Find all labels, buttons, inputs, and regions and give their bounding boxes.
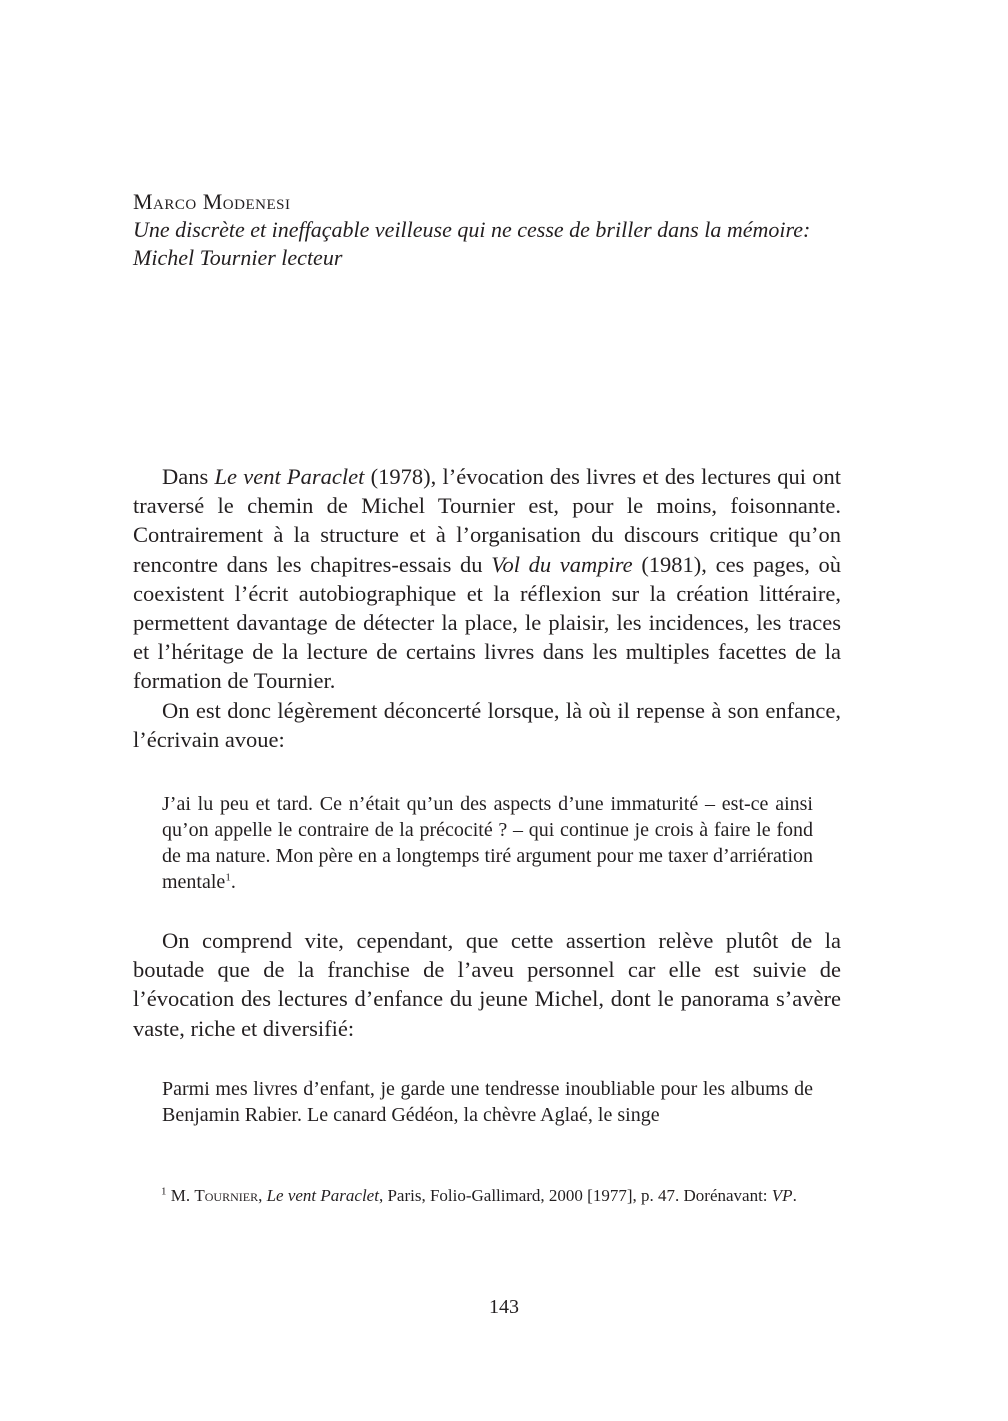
chapter-title-line-2: Michel Tournier lecteur [133, 245, 343, 270]
footnote-author: Tournier [194, 1186, 259, 1205]
block-quote-2: Parmi mes livres d’enfant, je garde une tendresse inoubliable pour les albums de Benjamin Rabier. Le canard Gédéon, la chèvre Aglaé, le singe [162, 1077, 813, 1126]
paragraph-2: On est donc légèrement déconcerté lorsque, là où il repense à son enfance, l’écrivain avoue: [133, 697, 841, 752]
body-text [133, 462, 841, 1128]
footnote-separator: , [258, 1186, 267, 1205]
footnote-abbreviation: VP [771, 1186, 793, 1205]
paragraph-3: On comprend vite, cependant, que cette assertion relève plutôt de la boutade que de la franchise de l’aveu personnel car elle est suivie de l’évocation des lectures d’enfance du jeune Michel, dont le panorama s’avère vaste, riche et diversifié: [133, 928, 841, 1041]
footnote-details: , Paris, Folio-Gallimard, 2000 [1977], p. 47. Dorénavant: [378, 1186, 772, 1205]
chapter-title-line-1: Une discrète et ineffaçable veilleuse qui ne cesse de briller dans la mémoire: [133, 217, 811, 242]
block-quote-1 [133, 791, 841, 895]
footnote-initial: M. [170, 1186, 195, 1205]
paragraph-1 [133, 462, 841, 696]
book-title-vent-paraclet: Le vent Paraclet [214, 464, 365, 489]
book-title-vol-du-vampire: Vol du vampire [491, 551, 633, 577]
paragraph-1-text-b: (1978), l’évocation des livres et des lectures qui ont traversé le chemin de Michel Tournier est, pour le moins, foisonnante. Contrairement à la structure et à l’organisation du discours critique qu’on rencontre dans les chapitres-essais du [133, 464, 841, 577]
paragraph-1-text-c: (1981), ces pages, où coexistent l’écrit autobiographique et la réflexion sur la création littéraire, permettent davantage de détecter la place, le plaisir, les incidences, les traces et l’héritage de la lecture de certains livres dans les multiples facettes de la formation de Tournier. [133, 551, 841, 694]
quote-1-end: . [230, 871, 236, 894]
footnote-end: . [792, 1186, 797, 1205]
footnote-reference[interactable]: 1 [225, 871, 231, 884]
footnote-book-title: Le vent Paraclet [266, 1186, 379, 1205]
author-name: Marco Modenesi [133, 189, 291, 214]
footnote-number: 1 [161, 1185, 167, 1198]
quote-1-text: J’ai lu peu et tard. Ce n’était qu’un des aspects d’une immaturité – est-ce ainsi qu’on appelle le contraire de la précocité ? – qui continue je crois à faire le fond de ma nature. Mon père en a longtemps tiré argument pour me taxer d’arriération mentale [162, 793, 813, 894]
page-number: 143 [489, 1296, 519, 1318]
paragraph-1-text-a: Dans [162, 464, 215, 489]
footnote [161, 1185, 861, 1207]
chapter-header [133, 188, 853, 272]
